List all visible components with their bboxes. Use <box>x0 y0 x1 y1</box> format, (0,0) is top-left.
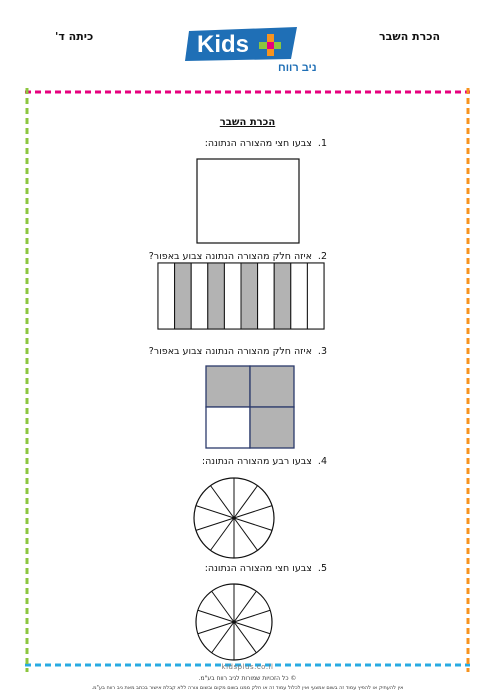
question-1 <box>205 138 327 149</box>
grade-label: כיתה ד' <box>55 30 94 43</box>
stripe-blank <box>158 263 175 329</box>
logo-subtitle-text: ניב רווח <box>278 62 317 74</box>
footer-notice: אין להעתיק או להפיץ עמוד זה בשום אמצעי ואין לכלול עמוד זה או חלק ממנו בשום מקום ובשום צורה ללא קבלת אישור בכתב מאת ניב רווח בע"מ. <box>91 685 404 691</box>
question-text: צבעו חצי מהצורה הנתונה: <box>204 138 312 149</box>
stripe-blank <box>291 263 308 329</box>
striped-rectangle-shape <box>157 262 325 330</box>
question-text: איזה חלק מהצורה הנתונה צבוע באפור? <box>148 346 312 357</box>
question-number: 1. <box>317 138 327 149</box>
question-text: צבעו חצי מהצורה הנתונה: <box>204 563 312 574</box>
question-4 <box>202 456 327 467</box>
sliced-circle-shape-q4[interactable] <box>192 476 276 560</box>
question-2 <box>149 251 327 262</box>
question-5 <box>205 563 327 574</box>
square-bottom-right <box>250 407 294 448</box>
stripe-blank <box>191 263 208 329</box>
square-top-right <box>250 366 294 407</box>
question-number: 3. <box>317 346 327 357</box>
stripe-shaded <box>241 263 258 329</box>
sliced-circle-shape-q5[interactable] <box>192 582 276 662</box>
empty-square-shape[interactable] <box>196 158 300 244</box>
stripe-shaded <box>175 263 192 329</box>
footer-site: kidsplus.co.il <box>221 663 274 671</box>
stripe-blank <box>258 263 275 329</box>
footer-copyright: © כל הזכויות שמורות לניב רווח בע"מ. <box>198 675 297 682</box>
stripe-shaded <box>208 263 225 329</box>
stripe-blank <box>307 263 324 329</box>
topic-label: הכרת השבר <box>379 30 440 43</box>
square-top-left <box>206 366 250 407</box>
logo-brand-text: Kids <box>197 31 250 58</box>
question-text: צבעו רבע מהצורה הנתונה: <box>201 456 312 467</box>
square-bottom-left <box>206 407 250 448</box>
question-text: איזה חלק מהצורה הנתונה צבוע באפור? <box>148 251 312 262</box>
question-3 <box>149 346 327 357</box>
quartered-square-shape <box>205 365 295 449</box>
question-number: 2. <box>317 251 327 262</box>
question-number: 4. <box>317 456 327 467</box>
stripe-shaded <box>274 263 291 329</box>
stripe-blank <box>224 263 241 329</box>
worksheet-title: הכרת השבר <box>219 117 276 128</box>
question-number: 5. <box>317 563 327 574</box>
